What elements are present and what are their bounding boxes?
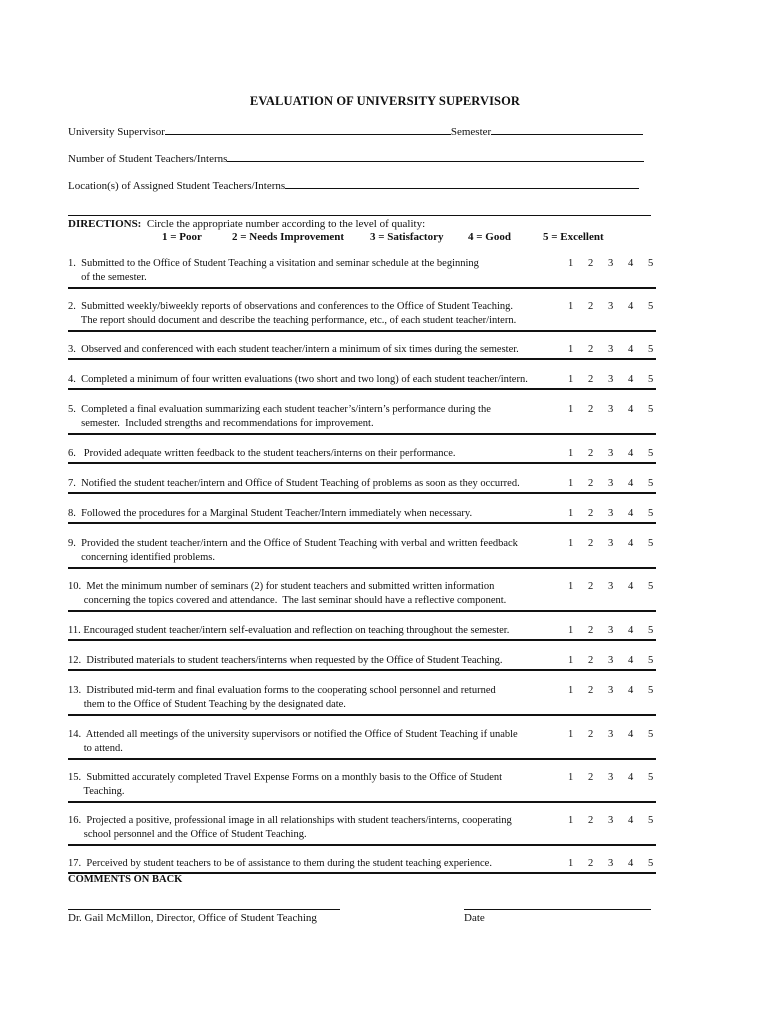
item-divider: [68, 610, 656, 612]
supervisor-field-row: [68, 124, 643, 138]
date-label: Date: [464, 912, 485, 924]
rating-scale: [568, 507, 656, 521]
rating-option-1[interactable]: 1: [568, 374, 574, 385]
item-text-line: them to the Office of Student Teaching by the designated date.: [68, 698, 346, 710]
rating-option-2[interactable]: 2: [588, 374, 594, 385]
rating-option-3[interactable]: 3: [608, 625, 614, 636]
supervisor-blank[interactable]: [165, 124, 451, 135]
item-text: [68, 300, 562, 327]
rating-option-5[interactable]: 5: [648, 815, 654, 826]
item-text: [68, 343, 562, 357]
item-text-line: 11. Encouraged student teacher/intern self-evaluation and reflection on teaching throughout the semester.: [68, 625, 510, 636]
item-text: [68, 624, 562, 638]
rating-option-1[interactable]: 1: [568, 729, 574, 740]
item-text-line: school personnel and the Office of Student Teaching.: [68, 828, 307, 840]
rating-option-2[interactable]: 2: [588, 858, 594, 869]
rating-option-4[interactable]: 4: [628, 729, 634, 740]
rating-option-1[interactable]: 1: [568, 581, 574, 592]
item-text-line: to attend.: [68, 742, 123, 754]
item-text-line: 8. Followed the procedures for a Marginal Student Teacher/Intern immediately when necessary.: [68, 508, 473, 519]
item-text-line: 17. Perceived by student teachers to be of assistance to them during the student teaching experience.: [68, 858, 492, 869]
rating-option-5[interactable]: 5: [648, 404, 654, 415]
rating-option-5[interactable]: 5: [648, 301, 654, 312]
rating-option-5[interactable]: 5: [648, 772, 654, 783]
rating-option-3[interactable]: 3: [608, 404, 614, 415]
item-text-line: 6. Provided adequate written feedback to the student teachers/interns on their performance.: [68, 448, 456, 459]
rating-option-3[interactable]: 3: [608, 655, 614, 666]
rating-option-4[interactable]: 4: [628, 301, 634, 312]
rating-option-1[interactable]: 1: [568, 404, 574, 415]
rating-option-5[interactable]: 5: [648, 478, 654, 489]
rating-option-3[interactable]: 3: [608, 448, 614, 459]
rating-option-2[interactable]: 2: [588, 685, 594, 696]
item-text-line: concerning identified problems.: [68, 551, 215, 563]
rating-option-4[interactable]: 4: [628, 772, 634, 783]
rating-option-1[interactable]: 1: [568, 815, 574, 826]
rating-option-3[interactable]: 3: [608, 301, 614, 312]
semester-blank[interactable]: [491, 124, 643, 135]
locations-field-row: [68, 178, 639, 192]
num-students-blank[interactable]: [227, 151, 644, 162]
rating-option-5[interactable]: 5: [648, 448, 654, 459]
rating-option-2[interactable]: 2: [588, 772, 594, 783]
item-text-line: 15. Submitted accurately completed Travel Expense Forms on a monthly basis to the Office of Student: [68, 772, 503, 783]
rating-option-5[interactable]: 5: [648, 538, 654, 549]
rating-option-2[interactable]: 2: [588, 448, 594, 459]
date-line[interactable]: [464, 909, 651, 910]
rating-scale: [568, 477, 656, 491]
rating-scale: [568, 684, 656, 698]
rating-option-2[interactable]: 2: [588, 581, 594, 592]
section-divider: [68, 215, 651, 216]
item-text-line: 1. Submitted to the Office of Student Teaching a visitation and seminar schedule at the beginning: [68, 258, 479, 269]
rating-option-4[interactable]: 4: [628, 685, 634, 696]
rating-option-5[interactable]: 5: [648, 655, 654, 666]
item-text-line: 9. Provided the student teacher/intern and the Office of Student Teaching with verbal and written feedback: [68, 538, 518, 549]
rating-option-3[interactable]: 3: [608, 685, 614, 696]
rating-option-4[interactable]: 4: [628, 374, 634, 385]
item-text: [68, 771, 562, 798]
rating-scale: [568, 300, 656, 314]
rating-option-4[interactable]: 4: [628, 508, 634, 519]
rating-option-4[interactable]: 4: [628, 448, 634, 459]
rating-option-3[interactable]: 3: [608, 258, 614, 269]
directions: [68, 218, 425, 231]
rating-option-2[interactable]: 2: [588, 538, 594, 549]
item-text: [68, 373, 562, 387]
item-divider: [68, 462, 656, 464]
rating-option-4[interactable]: 4: [628, 258, 634, 269]
scale-label-5: 5 = Excellent: [543, 231, 604, 243]
item-text: [68, 857, 562, 871]
rating-option-1[interactable]: 1: [568, 344, 574, 355]
item-text-line: Teaching.: [68, 785, 125, 797]
item-text: [68, 814, 562, 841]
rating-option-2[interactable]: 2: [588, 404, 594, 415]
locations-label: Location(s) of Assigned Student Teachers/Interns: [68, 180, 286, 192]
rating-option-1[interactable]: 1: [568, 625, 574, 636]
rating-option-1[interactable]: 1: [568, 858, 574, 869]
rating-option-5[interactable]: 5: [648, 508, 654, 519]
directions-label: DIRECTIONS:: [68, 218, 142, 230]
rating-scale: [568, 814, 656, 828]
rating-scale: [568, 728, 656, 742]
item-text-line: semester. Included strengths and recommendations for improvement.: [68, 417, 374, 429]
item-text-line: 10. Met the minimum number of seminars (2) for student teachers and submitted written information: [68, 581, 495, 592]
item-text: [68, 580, 562, 607]
item-text-line: 4. Completed a minimum of four written evaluations (two short and two long) of each student teacher/intern.: [68, 374, 528, 385]
rating-option-1[interactable]: 1: [568, 478, 574, 489]
rating-scale: [568, 580, 656, 594]
item-divider: [68, 358, 656, 360]
item-text-line: The report should document and describe the teaching performance, etc., of each student teacher/intern.: [68, 314, 517, 326]
rating-option-3[interactable]: 3: [608, 478, 614, 489]
item-divider: [68, 330, 656, 332]
rating-option-4[interactable]: 4: [628, 815, 634, 826]
rating-scale: [568, 857, 656, 871]
rating-option-4[interactable]: 4: [628, 344, 634, 355]
rating-option-3[interactable]: 3: [608, 772, 614, 783]
rating-option-3[interactable]: 3: [608, 729, 614, 740]
item-divider: [68, 639, 656, 641]
item-text-line: concerning the topics covered and attendance. The last seminar should have a reflective component.: [68, 594, 507, 606]
signature-line[interactable]: [68, 909, 340, 910]
rating-scale: [568, 771, 656, 785]
rating-option-4[interactable]: 4: [628, 625, 634, 636]
item-text: [68, 403, 562, 430]
rating-option-3[interactable]: 3: [608, 815, 614, 826]
rating-option-1[interactable]: 1: [568, 685, 574, 696]
rating-option-2[interactable]: 2: [588, 258, 594, 269]
item-text: [68, 477, 562, 491]
item-divider: [68, 669, 656, 671]
comments-on-back-note: COMMENTS ON BACK: [68, 874, 183, 885]
rating-scale: [568, 257, 656, 271]
item-divider: [68, 492, 656, 494]
rating-option-2[interactable]: 2: [588, 815, 594, 826]
rating-option-5[interactable]: 5: [648, 258, 654, 269]
rating-option-4[interactable]: 4: [628, 655, 634, 666]
rating-option-1[interactable]: 1: [568, 258, 574, 269]
rating-option-1[interactable]: 1: [568, 508, 574, 519]
rating-scale: [568, 624, 656, 638]
rating-option-2[interactable]: 2: [588, 301, 594, 312]
rating-option-1[interactable]: 1: [568, 538, 574, 549]
rating-option-2[interactable]: 2: [588, 625, 594, 636]
num-students-field-row: [68, 151, 644, 165]
item-divider: [68, 287, 656, 289]
item-divider: [68, 714, 656, 716]
item-text: [68, 447, 562, 461]
item-text-line: 14. Attended all meetings of the university supervisors or notified the Office of Student Teaching if unable: [68, 729, 518, 740]
item-divider: [68, 567, 656, 569]
item-text-line: 3. Observed and conferenced with each student teacher/intern a minimum of six times during the semester.: [68, 344, 519, 355]
rating-option-1[interactable]: 1: [568, 301, 574, 312]
item-text-line: 7. Notified the student teacher/intern and Office of Student Teaching of problems as soon as they occurred.: [68, 478, 520, 489]
rating-option-3[interactable]: 3: [608, 344, 614, 355]
rating-option-2[interactable]: 2: [588, 508, 594, 519]
item-text-line: of the semester.: [68, 271, 147, 283]
rating-option-3[interactable]: 3: [608, 858, 614, 869]
item-text-line: 12. Distributed materials to student teachers/interns when requested by the Office of Student Teaching.: [68, 655, 503, 666]
item-divider: [68, 522, 656, 524]
scale-label-1: 1 = Poor: [162, 231, 202, 243]
item-text: [68, 507, 562, 521]
scale-label-3: 3 = Satisfactory: [370, 231, 444, 243]
rating-option-5[interactable]: 5: [648, 625, 654, 636]
item-text: [68, 654, 562, 668]
item-text: [68, 257, 562, 284]
item-divider: [68, 388, 656, 390]
rating-option-2[interactable]: 2: [588, 478, 594, 489]
scale-label-2: 2 = Needs Improvement: [232, 231, 345, 243]
item-text: [68, 684, 562, 711]
rating-option-5[interactable]: 5: [648, 858, 654, 869]
page-title: EVALUATION OF UNIVERSITY SUPERVISOR: [249, 94, 521, 108]
rating-option-3[interactable]: 3: [608, 508, 614, 519]
item-text: [68, 728, 562, 755]
rating-option-1[interactable]: 1: [568, 448, 574, 459]
scale-label-4: 4 = Good: [468, 231, 511, 243]
signature-name: Dr. Gail McMillon, Director, Office of Student Teaching: [68, 912, 317, 924]
item-divider: [68, 844, 656, 846]
locations-blank[interactable]: [285, 178, 639, 189]
rating-option-5[interactable]: 5: [648, 581, 654, 592]
num-students-label: Number of Student Teachers/Interns: [68, 153, 228, 165]
rating-option-3[interactable]: 3: [608, 581, 614, 592]
rating-scale: [568, 343, 656, 357]
rating-option-5[interactable]: 5: [648, 729, 654, 740]
item-text-line: 16. Projected a positive, professional image in all relationships with student teachers/interns, cooperating: [68, 815, 512, 826]
item-text-line: 2. Submitted weekly/biweekly reports of observations and conferences to the Office of Student Teaching.: [68, 301, 514, 312]
rating-option-5[interactable]: 5: [648, 685, 654, 696]
rating-option-4[interactable]: 4: [628, 404, 634, 415]
rating-scale: [568, 654, 656, 668]
rating-option-5[interactable]: 5: [648, 374, 654, 385]
rating-scale: [568, 447, 656, 461]
rating-scale: [568, 403, 656, 417]
item-text-line: 5. Completed a final evaluation summarizing each student teacher’s/intern’s performance during the: [68, 404, 491, 415]
directions-text: Circle the appropriate number according to the level of quality:: [146, 218, 426, 230]
rating-option-3[interactable]: 3: [608, 538, 614, 549]
rating-option-1[interactable]: 1: [568, 655, 574, 666]
item-text: [68, 537, 562, 564]
rating-option-1[interactable]: 1: [568, 772, 574, 783]
rating-option-3[interactable]: 3: [608, 374, 614, 385]
rating-option-4[interactable]: 4: [628, 858, 634, 869]
supervisor-label: University Supervisor: [68, 126, 165, 138]
rating-option-5[interactable]: 5: [648, 344, 654, 355]
rating-option-2[interactable]: 2: [588, 729, 594, 740]
item-divider: [68, 433, 656, 435]
item-divider: [68, 801, 656, 803]
rating-option-2[interactable]: 2: [588, 344, 594, 355]
rating-option-2[interactable]: 2: [588, 655, 594, 666]
rating-option-4[interactable]: 4: [628, 478, 634, 489]
rating-option-4[interactable]: 4: [628, 581, 634, 592]
item-divider: [68, 758, 656, 760]
semester-label: Semester: [450, 126, 492, 138]
rating-scale: [568, 373, 656, 387]
item-text-line: 13. Distributed mid-term and final evaluation forms to the cooperating school personnel and returned: [68, 685, 496, 696]
rating-option-4[interactable]: 4: [628, 538, 634, 549]
rating-scale: [568, 537, 656, 551]
